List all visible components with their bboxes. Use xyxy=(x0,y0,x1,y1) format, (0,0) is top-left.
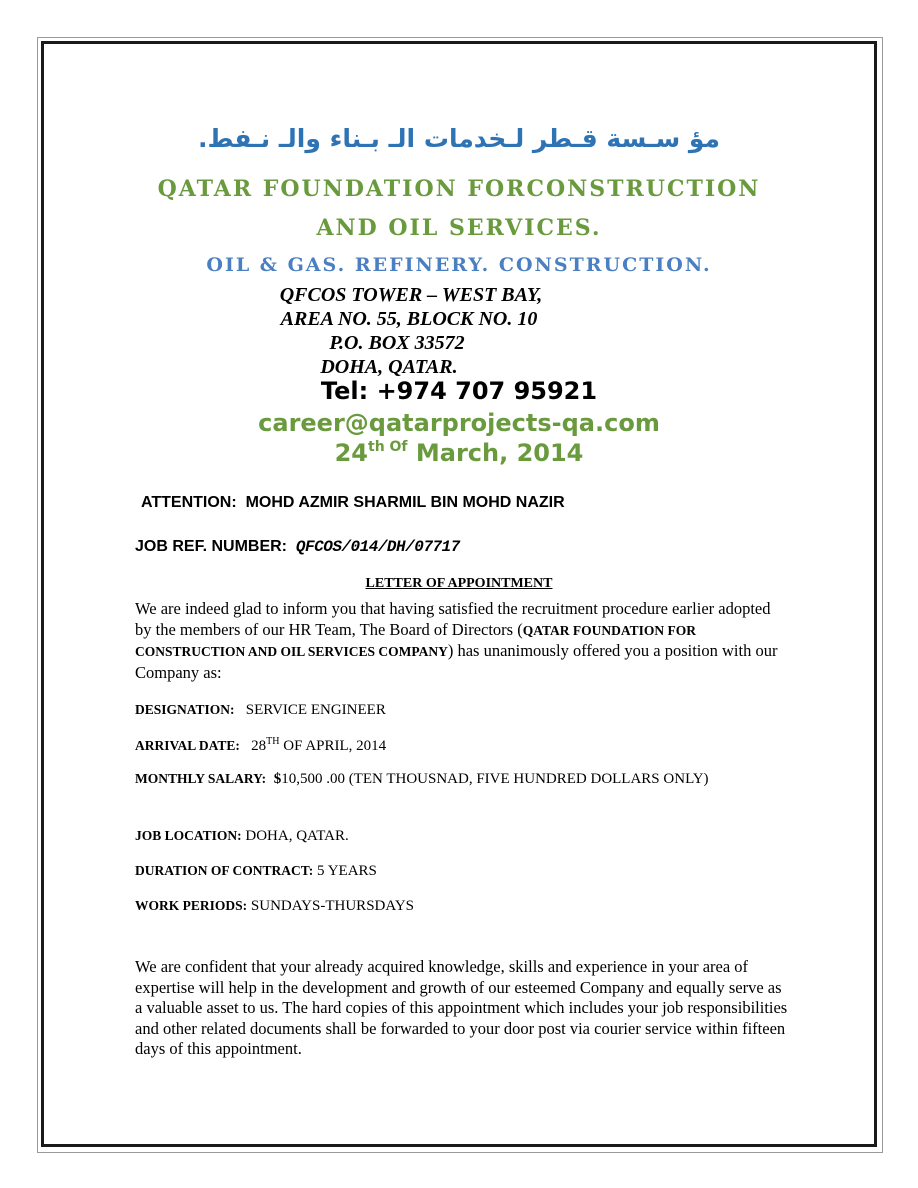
company-name-line2: AND OIL SERVICES. xyxy=(316,215,602,241)
closing-paragraph: We are confident that your already acquired knowledge, skills and experience in your area of expertise will help in the development and growth of our esteemed Company and equally serve as a valuable asset to us. The hard copies of this appointment which includes your job responsibilities and other related documents shall be forwarded to your door post via courier service within fifteen days of this appointment. xyxy=(135,957,788,1058)
attention-line xyxy=(141,494,565,512)
arrival-date-label: ARRIVAL DATE: xyxy=(135,738,240,753)
salary-currency: $ xyxy=(273,771,282,787)
date-month-year: March, 2014 xyxy=(407,439,584,467)
attention-label: ATTENTION: xyxy=(141,494,237,511)
work-periods-value: SUNDAYS-THURSDAYS xyxy=(250,898,414,914)
address-line-4: DOHA, QATAR. xyxy=(320,356,458,378)
intro-company-name: QATAR FOUNDATION FOR CONSTRUCTION AND OIL SERVICES COMPANY xyxy=(135,622,696,659)
intro-text-before: We are indeed glad to inform you that having satisfied the recruitment procedure earlier adopted by the members of our HR Team, The Board of Directors ( xyxy=(135,599,771,639)
monthly-salary-field xyxy=(135,771,709,788)
job-location-value: DOHA, QATAR. xyxy=(245,828,349,844)
address-line-3: P.O. BOX 33572 xyxy=(329,332,465,354)
intro-text-after: ) has unanimously offered you a position with our Company as: xyxy=(135,641,778,682)
job-location-label: JOB LOCATION: xyxy=(135,828,242,843)
work-periods-label: WORK PERIODS: xyxy=(135,898,248,913)
designation-field xyxy=(135,702,386,719)
arrival-date-field xyxy=(135,736,386,755)
date-day: 24 xyxy=(334,439,368,467)
salary-value: 10,500 .00 (TEN THOUSNAD, FIVE HUNDRED DOLLARS ONLY) xyxy=(281,771,709,787)
address-line-2: AREA NO. 55, BLOCK NO. 10 xyxy=(280,308,538,330)
job-ref-value: QFCOS/014/DH/07717 xyxy=(295,538,460,556)
contract-duration-value: 5 YEARS xyxy=(317,863,377,879)
company-tagline: OIL & GAS. REFINERY. CONSTRUCTION. xyxy=(206,254,712,276)
contract-duration-label: DURATION OF CONTRACT: xyxy=(135,863,314,878)
company-name-line1: QATAR FOUNDATION FORCONSTRUCTION xyxy=(157,176,761,202)
telephone: Tel: +974 707 95921 xyxy=(320,377,598,405)
intro-paragraph xyxy=(135,599,790,683)
work-periods-field xyxy=(135,898,414,915)
monthly-salary-label: MONTHLY SALARY: xyxy=(135,771,267,786)
letter-heading: LETTER OF APPOINTMENT xyxy=(365,576,553,591)
job-location-field xyxy=(135,828,349,845)
job-ref-line xyxy=(135,538,460,556)
date-suffix: th Of xyxy=(368,439,408,455)
arrival-day: 28 xyxy=(251,738,267,754)
address-line-1: QFCOS TOWER – WEST BAY, xyxy=(279,284,543,306)
arrival-day-suffix: TH xyxy=(266,736,280,747)
arrival-month-year: OF APRIL, 2014 xyxy=(279,738,387,754)
recipient-name: MOHD AZMIR SHARMIL BIN MOHD NAZIR xyxy=(245,494,565,511)
job-ref-label: JOB REF. NUMBER: xyxy=(135,538,288,555)
designation-label: DESIGNATION: xyxy=(135,702,235,717)
contract-duration-field xyxy=(135,863,377,880)
letter-date xyxy=(0,439,918,467)
arabic-company-name: مؤ سـسة قـطر لـخدمات الـ بـناء والـ نـفط. xyxy=(197,124,721,153)
designation-value: SERVICE ENGINEER xyxy=(245,702,386,718)
email-address: career@qatarprojects-qa.com xyxy=(258,409,660,437)
